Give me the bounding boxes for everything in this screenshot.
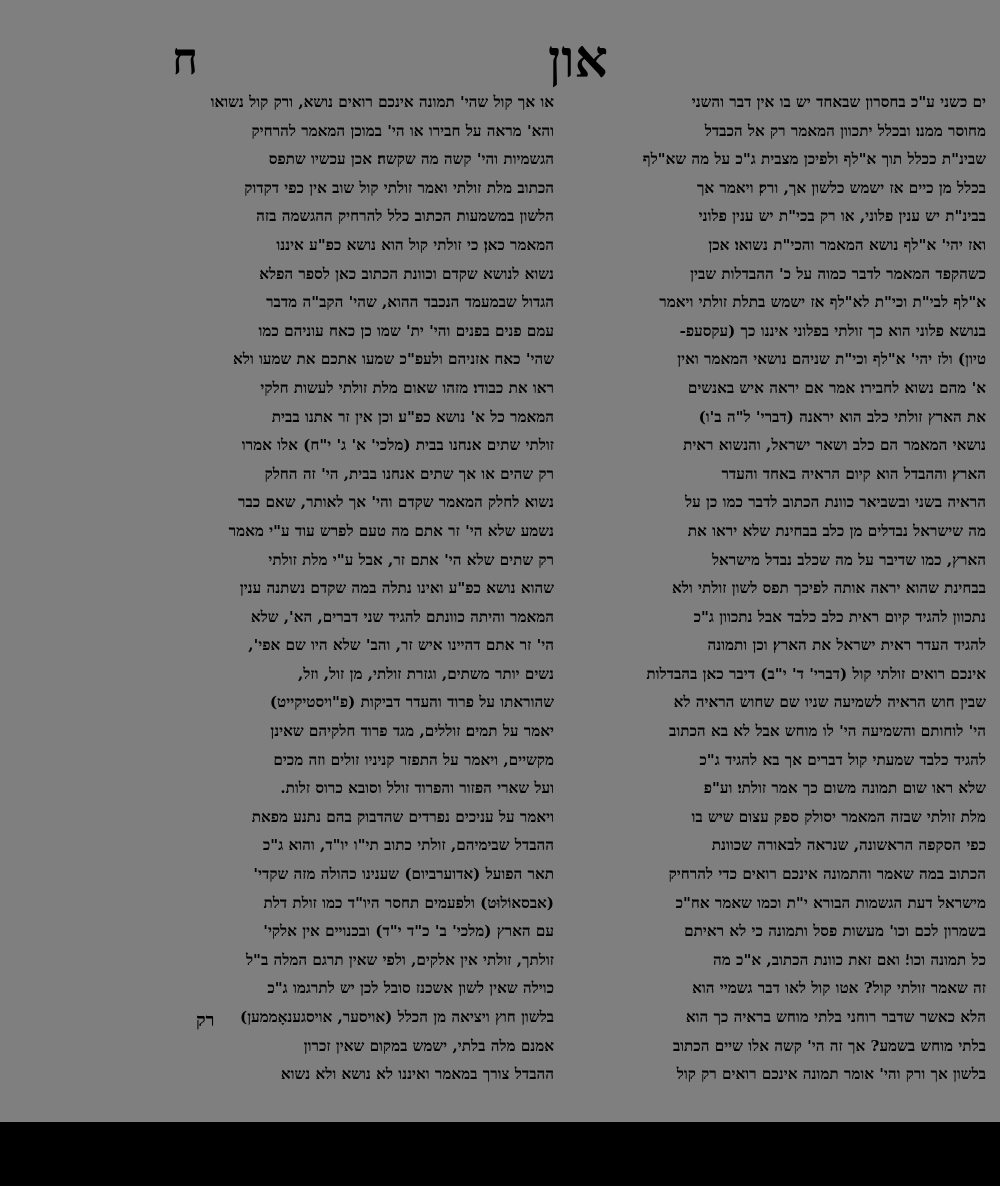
text-line: שלא ראו שום תמונה משום כך אמר זולתי׃ וע"פ [703,779,986,798]
text-line: כל תמונה וכו'׃ ואם זאת כוונת הכתוב, א"כ מה [713,950,986,969]
text-line: בנושא פלוני הוא כך זולתי בפלוני איננו כך (עקסעפ- [679,321,986,340]
text-line: בלשון חוץ ויציאה מן הכלל (אויסער, אויסגענאָממען) [240,1008,554,1026]
text-line: ההבדל שבימיהם, זולתי כתוב תי"ו יו"ד, והוא ג"כ [262,836,554,855]
text-line: עמם פנים בפנים והי' ית' שמו כן כאח עוניהם כמו [258,321,554,340]
text-line: והא' מראה על חבירו או הי' במוכן המאמר להרחיק [251,121,554,140]
text-line: המאמר והיתה כוונתם להגיד שני דברים, הא', שלא [250,607,554,626]
text-line: בכלל מן כיים אז ישמש כלשון אך, ורק׃ ויאמר אך [696,178,986,197]
text-line: זה שאמר זולתי קול? אטו קול לאו דבר גשמיי הוא [692,979,986,998]
text-line: מישראל דעת הגשמות הבורא י"ת וכמו שאמר אח"כ [675,893,986,912]
text-line: שבינ"ת ככלל תוך א"לף ולפיכן מצבית ג"כ על מה שא"לף [642,150,986,169]
text-line: הארץ׃ וההבדל הוא קיום הראיה באחד והעדר [721,464,986,483]
text-line: הראיה בשני ובשביאר כוונת הכתוב לדבר כמו כן על [685,493,986,512]
text-line: נשמע שלא הי' זר אתם מה טעם לפרש עוד ע"י מאמר [228,521,554,540]
text-line: מה שישראל נבדלים מן כלב בבחינת שלא יראו את [687,521,986,540]
text-line: מחוסר ממנו׃ ובכלל יתכוון המאמר רק אל הכבדל [704,121,986,140]
text-line: ההבדל צורך במאמר ואיננו לא נושא ולא נשוא [280,1065,554,1084]
text-line: ואז יהי' א"לף נושא המאמר והכי"ת נשואו׃ אכן [708,235,986,254]
text-line: שהי' כאח אזניהם ולעפ"כ שמעו אתכם את שמעו ולא [232,350,554,369]
text-line: (אבסאוֹלוּט) ולפעמים תחסר היו"ד כמו זולת דלת [263,893,554,912]
text-line: מלת זולתי שבזה המאמר יסולק ספק עצום שיש בו [691,807,986,826]
text-line: הגשמיות והי' קשה מה שקשה׃ אכן עכשיו שתפס [268,150,554,169]
text-line: בבינ"ת יש ענין פלוני, או רק בכי"ת יש ענין פלוני [698,207,986,226]
text-line: להגיד העדר ראית ישראל את הארץ׃ וכן ותמונה [707,636,986,655]
text-line: זולתך, זולתי אין אלקים, ולפי שאין תרגם המלה ב"ל [245,950,554,969]
scan-speck [585,1125,588,1127]
page-letter: ח [172,34,199,85]
text-line: הי' זר אתם דהיינו איש זר, והב' שלא היו שם אפי', [248,636,554,655]
text-line: בשמרון לכם וכו' מעשות פסל ותמונה כי לא ראיתם [684,922,986,941]
text-line: בלתי מוחש בשמע? אך זה הי' קשה אלו שיים הכתוב [672,1036,986,1055]
text-line: זולתי שתים אנחנו בבית (מלכי' א' ג' י"ח) אלו אמרו [241,436,554,455]
text-line: נתכוון להגיד קיום ראית כלב כלבד אבל נתכוון ג"כ [693,607,986,626]
catchword: רק [196,1010,215,1031]
text-line: או אך קול שהי' תמונה אינכם רואים נושא, ורק קול נשואו [210,93,554,111]
text-line: כשהקפד המאמר לדבר כמוה על כ' ההבדלות שבין [690,264,986,283]
text-line: נשוא לנושא שקדם וכוונת הכתוב כאן לספר הפלא [259,264,554,283]
left-text-column [150,88,554,1089]
text-line: תאר הפועל (אדוערביום) שענינו כהולה מזה שקדי' [253,865,554,884]
text-line: המאמר כל א' נושא כפ"ע׃ וכן אין זר אתנו בבית [271,407,554,426]
text-line: ים כשני ע"כ בחסרון שבאחד יש בו אין דבר והשני [691,93,986,111]
text-line: אינכם רואים זולתי קול (דברי' ד' י"ב) דיבר כאן בהבדלות [646,664,986,683]
text-line: א' מהם נשוא לחבירו׃ אמר אם יראה איש באנשים [687,378,986,397]
text-line: הכתוב במה שאמר והתמונה אינכם רואים כדי להרחיק [668,865,986,884]
text-line: שבין חוש הראיה לשמיעה שניו שם שחוש הראיה לא [673,693,986,712]
text-line: נשוא לחלק המאמר שקדם והי' אך לאותר, שאם כבר [238,493,554,512]
text-line: הלא כאשר שדבר רוחני בלתי מוחש בראיה כך הוא [685,1008,986,1026]
text-line: נושאי המאמר הם כלב ושאר ישראל, והנשוא ראית [683,436,986,455]
text-line: את הארץ זולתי כלב הוא יראנה (דברי' ל"ה ב'ו) [698,407,986,426]
text-line: הי' לוחותם והשמיעה הי' לו מוחש אבל לא בא הכתוב [669,722,986,741]
text-line: א"לף לבי"ת וכי"ת לא"לף אז ישמש בתלת זולתי ויאמר [659,293,986,312]
text-line: שהוא נושא כפ"ע ואינו נתלה במה שקדם נשתנה ענין [239,579,554,598]
text-line: הגדול שבמעמד הנכבד ההוא, שהי' הקב"ה מדבר [266,293,554,312]
text-line: רק שתים שלא הי' אתם זר, אבל ע"י מלת זולתי [268,550,554,569]
text-line: אמנם מלה בלתי, ישמש במקום שאין זכרון [303,1036,554,1055]
running-head-word: און [548,29,608,90]
text-line: מקשיים, ויאמר על התפזר קניניו זולים וזה מכים [273,750,554,769]
text-line: בבחינת שהוא יראה אותה לפיכך תפס לשון זולתי ולא [671,579,986,598]
text-line: נשים יותר משתים, וגזרת זולתי, מן זול, וזל, [297,664,554,683]
text-line: המאמר כאן׃ כי זולתי קול הוא נושא כפ"ע איננו [276,235,554,254]
text-line: כפי הסקפה הראשונה, שנראה לבאורה שכוונת [711,836,986,855]
text-line: ויאמר על עניכים נפרדים שהדבוק בהם נתנע מפאת [251,807,554,826]
text-line: להגיד כלבד שמעתי קול דברים אך בא להגיד ג"כ [699,750,986,769]
text-line: יאמר על תמים׃ זוללים, מגד פרוד חלקיהם שאינן [270,722,554,741]
text-line: טיון) ולז יהי' א"לף וכי"ת שניהם נושאי המאמר ואין [677,350,986,369]
text-line: כוילה שאין לשון אשכנז סובל לכן יש לתרגמו ג"כ [267,979,554,998]
text-line: ועל שארי הפזור והפרוד זולל וסובא כרוס זלות. [280,779,554,798]
text-line: שהוראתו על פרוד והעדר דביקות (פ"ויסטיקייט) [269,693,554,712]
text-line: ראו את כבודו׃ מזהו שאום מלת זולתי לעשות חלקי [260,378,554,397]
text-line: הכתוב מלת זולתי ואמר זולתי קול שוב אין כפי דקדוק [244,178,554,197]
right-text-column [574,88,986,1089]
text-line: רק שהים או אך שתים אנחנו בבית, הי' זה החלק [264,464,554,483]
text-line: עם הארץ (מלכי' ב' כ"ד י"ד) ובכנויים אין אלקי' [263,922,554,941]
text-line: בלשון אך ורק והי' אומר תמונה אינכם רואים רק קול [676,1065,986,1084]
text-line: הארץ, כמו שדיבר על מה שכלב נבדל מישראל [711,550,986,569]
text-line: הלשון במשמעות הכתוב כלל להרחיק ההגשמה בזה [256,207,554,226]
